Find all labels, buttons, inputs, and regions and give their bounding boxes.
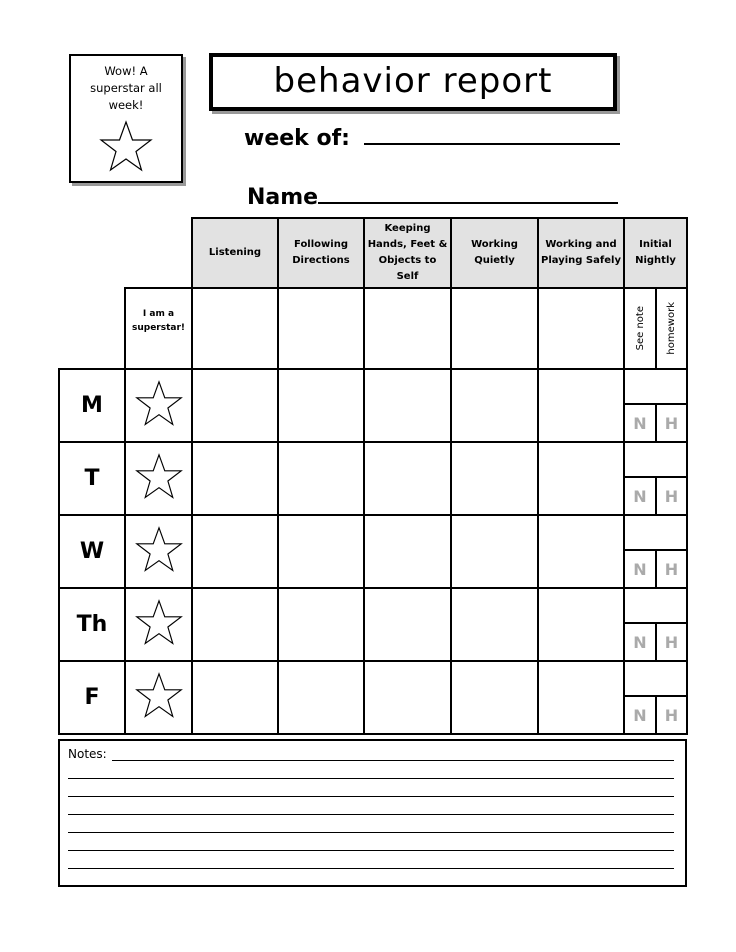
superstar-badge <box>69 54 183 183</box>
note-code: N <box>633 486 647 506</box>
column-header-following-directions <box>277 217 365 289</box>
name-field[interactable] <box>318 202 618 204</box>
day-label: M <box>81 393 103 418</box>
behavior-cell[interactable] <box>277 587 365 662</box>
star-icon[interactable] <box>134 599 184 651</box>
homework-box[interactable] <box>655 695 688 735</box>
notes-line[interactable] <box>68 868 674 869</box>
name-label: Name <box>247 185 319 210</box>
homework-box[interactable] <box>655 403 688 443</box>
homework-code: H <box>664 705 679 725</box>
note-code: N <box>633 632 647 652</box>
star-icon[interactable] <box>134 526 184 578</box>
homework-box[interactable] <box>655 622 688 662</box>
badge-text: Wow! A superstar all week! <box>90 64 162 112</box>
day-label-cell <box>58 514 126 589</box>
star-icon[interactable] <box>134 672 184 724</box>
behavior-cell[interactable] <box>363 441 452 516</box>
blank-cell[interactable] <box>450 287 539 370</box>
notes-line[interactable] <box>112 760 674 761</box>
column-header-working-quietly <box>450 217 539 289</box>
behavior-cell[interactable] <box>450 514 539 589</box>
column-header-keeping-hands <box>363 217 452 289</box>
note-box[interactable] <box>623 476 657 516</box>
behavior-cell[interactable] <box>363 587 452 662</box>
blank-cell[interactable] <box>277 287 365 370</box>
name-row <box>247 185 618 210</box>
initial-cell[interactable] <box>623 660 688 697</box>
behavior-cell[interactable] <box>450 660 539 735</box>
initial-cell[interactable] <box>623 368 688 405</box>
initial-cell[interactable] <box>623 514 688 551</box>
behavior-cell[interactable] <box>363 660 452 735</box>
superstar-label: I am a superstar! <box>131 309 186 333</box>
superstar-cell[interactable] <box>124 441 193 516</box>
title-text: behavior report <box>273 61 553 101</box>
homework-box[interactable] <box>655 549 688 589</box>
behavior-cell[interactable] <box>191 514 279 589</box>
superstar-cell[interactable] <box>124 368 193 443</box>
column-header-text: Working Quietly <box>471 239 518 266</box>
behavior-cell[interactable] <box>363 514 452 589</box>
initial-cell[interactable] <box>623 587 688 624</box>
day-label-cell <box>58 587 126 662</box>
note-code: N <box>633 705 647 725</box>
column-header-text: Following Directions <box>292 239 350 266</box>
superstar-cell[interactable] <box>124 660 193 735</box>
behavior-cell[interactable] <box>277 514 365 589</box>
behavior-cell[interactable] <box>537 587 625 662</box>
star-icon[interactable] <box>134 380 184 432</box>
note-box[interactable] <box>623 695 657 735</box>
day-label-cell <box>58 660 126 735</box>
see-note-label: See note <box>634 306 646 351</box>
note-box[interactable] <box>623 549 657 589</box>
behavior-cell[interactable] <box>450 368 539 443</box>
homework-code: H <box>664 559 679 579</box>
behavior-cell[interactable] <box>450 587 539 662</box>
see-note-subheader <box>623 287 657 370</box>
homework-box[interactable] <box>655 476 688 516</box>
column-header-listening <box>191 217 279 289</box>
day-label-cell <box>58 368 126 443</box>
notes-line[interactable] <box>68 778 674 779</box>
notes-line[interactable] <box>68 814 674 815</box>
homework-code: H <box>664 632 679 652</box>
star-icon[interactable] <box>134 453 184 505</box>
behavior-cell[interactable] <box>277 368 365 443</box>
behavior-cell[interactable] <box>537 441 625 516</box>
day-label: Th <box>76 612 108 637</box>
behavior-cell[interactable] <box>191 441 279 516</box>
blank-cell[interactable] <box>537 287 625 370</box>
notes-label: Notes: <box>68 747 107 761</box>
superstar-cell[interactable] <box>124 514 193 589</box>
day-label: F <box>84 685 100 710</box>
notes-line[interactable] <box>68 850 674 851</box>
day-label: T <box>84 466 100 491</box>
behavior-cell[interactable] <box>277 441 365 516</box>
blank-cell[interactable] <box>363 287 452 370</box>
homework-code: H <box>664 413 679 433</box>
homework-subheader <box>655 287 688 370</box>
column-header-working-playing-safely <box>537 217 625 289</box>
notes-line[interactable] <box>68 832 674 833</box>
column-header-initial-nightly <box>623 217 688 289</box>
column-header-text: Working and Playing Safely <box>541 239 621 266</box>
homework-label: homework <box>666 302 677 355</box>
week-of-row <box>244 126 620 151</box>
superstar-cell[interactable] <box>124 587 193 662</box>
behavior-cell[interactable] <box>537 514 625 589</box>
note-code: N <box>633 413 647 433</box>
note-code: N <box>633 559 647 579</box>
column-header-text: Keeping Hands, Feet & Objects to Self <box>367 223 448 282</box>
behavior-cell[interactable] <box>191 368 279 443</box>
behavior-cell[interactable] <box>277 660 365 735</box>
behavior-cell[interactable] <box>191 660 279 735</box>
week-of-label: week of: <box>244 126 350 151</box>
behavior-cell[interactable] <box>537 660 625 735</box>
day-label: W <box>79 539 105 564</box>
note-box[interactable] <box>623 622 657 662</box>
behavior-cell[interactable] <box>363 368 452 443</box>
notes-box[interactable] <box>58 739 687 887</box>
behavior-cell[interactable] <box>537 368 625 443</box>
week-of-field[interactable] <box>364 143 620 145</box>
column-header-text: Listening <box>208 247 262 258</box>
initial-cell[interactable] <box>623 441 688 478</box>
star-icon <box>98 120 154 174</box>
behavior-cell[interactable] <box>191 587 279 662</box>
page-title <box>209 53 617 111</box>
blank-cell[interactable] <box>191 287 279 370</box>
behavior-cell[interactable] <box>450 441 539 516</box>
notes-line[interactable] <box>68 796 674 797</box>
superstar-column-header <box>124 287 193 370</box>
column-header-text: Initial Nightly <box>635 239 676 266</box>
day-label-cell <box>58 441 126 516</box>
note-box[interactable] <box>623 403 657 443</box>
homework-code: H <box>664 486 679 506</box>
